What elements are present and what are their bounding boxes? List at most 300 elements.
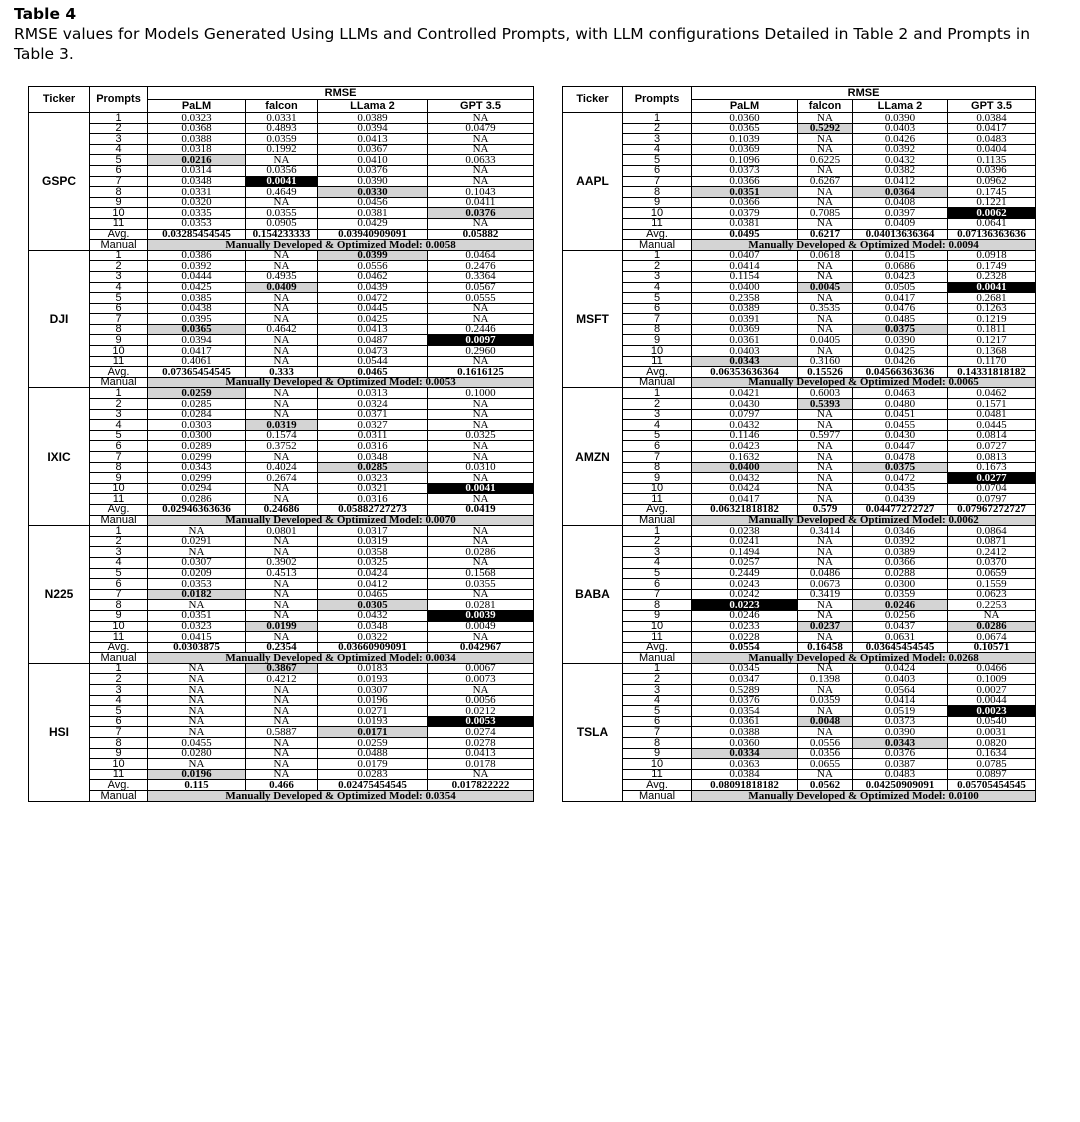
rmse-cell: 0.0631: [853, 632, 948, 643]
rmse-cell: 0.0334: [692, 748, 798, 759]
rmse-cell: 0.0556: [798, 738, 853, 749]
rmse-cell: 0.0425: [148, 282, 246, 293]
table-row: [29, 165, 534, 176]
rmse-cell: 0.0041: [246, 176, 318, 187]
table-row: [29, 123, 534, 134]
rmse-cell: 0.0373: [692, 165, 798, 176]
avg-label: Avg.: [90, 780, 148, 791]
table-row: [29, 346, 534, 357]
prompt-cell: 3: [623, 409, 692, 420]
avg-cell: 0.04566363636: [853, 367, 948, 378]
rmse-cell: 0.1568: [428, 568, 534, 579]
ticker-header: Ticker: [29, 87, 90, 113]
rmse-cell: 0.0348: [148, 176, 246, 187]
rmse-cell: 0.0285: [318, 462, 428, 473]
avg-cell: 0.06353636364: [692, 367, 798, 378]
table-row: [29, 738, 534, 749]
rmse-cell: 0.0049: [428, 621, 534, 632]
rmse-cell: 0.0505: [853, 282, 948, 293]
rmse-cell: 0.0242: [692, 589, 798, 600]
rmse-cell: NA: [148, 674, 246, 685]
rmse-cell: 0.0319: [318, 536, 428, 547]
prompts-header: Prompts: [90, 87, 148, 113]
prompt-cell: 2: [623, 674, 692, 685]
table-row: [29, 716, 534, 727]
rmse-cell: NA: [246, 155, 318, 166]
avg-row: [29, 504, 534, 515]
rmse-cell: 0.0045: [798, 282, 853, 293]
rmse-cell: 0.0439: [853, 494, 948, 505]
table-row: [563, 526, 1036, 537]
rmse-cell: 0.6225: [798, 155, 853, 166]
table-row: [563, 303, 1036, 314]
avg-cell: 0.1616125: [428, 367, 534, 378]
rmse-cell: NA: [428, 494, 534, 505]
prompt-cell: 9: [90, 748, 148, 759]
prompt-cell: 5: [623, 706, 692, 717]
avg-label: Avg.: [623, 229, 692, 240]
rmse-cell: 0.0564: [853, 685, 948, 696]
model-header: GPT 3.5: [428, 100, 534, 113]
prompt-cell: 10: [90, 483, 148, 494]
prompt-cell: 8: [623, 462, 692, 473]
rmse-cell: 0.0814: [948, 430, 1036, 441]
table-row: [563, 759, 1036, 770]
rmse-cell: 0.0400: [692, 462, 798, 473]
table-row: [29, 494, 534, 505]
rmse-cell: 0.0476: [853, 303, 948, 314]
rmse-cell: 0.0400: [692, 282, 798, 293]
table-row: [563, 663, 1036, 674]
prompt-cell: 7: [90, 452, 148, 463]
rmse-cell: 0.0246: [692, 610, 798, 621]
rmse-cell: 0.0390: [318, 176, 428, 187]
table-row: [29, 568, 534, 579]
rmse-cell: NA: [798, 600, 853, 611]
rmse-cell: 0.0472: [318, 293, 428, 304]
rmse-cell: 0.0384: [948, 113, 1036, 124]
rmse-cell: 0.0371: [318, 409, 428, 420]
rmse-cell: 0.0392: [148, 261, 246, 272]
avg-cell: 0.115: [148, 780, 246, 791]
table-row: [563, 430, 1036, 441]
rmse-cell: 0.0727: [948, 441, 1036, 452]
prompt-cell: 8: [623, 324, 692, 335]
rmse-cell: 0.0473: [318, 346, 428, 357]
prompt-cell: 4: [90, 144, 148, 155]
rmse-cell: 0.0355: [246, 208, 318, 219]
table-row: [563, 314, 1036, 325]
rmse-cell: 0.0918: [948, 250, 1036, 261]
rmse-cell: 0.0415: [853, 250, 948, 261]
rmse-cell: NA: [246, 738, 318, 749]
prompt-cell: 11: [90, 356, 148, 367]
prompt-cell: 1: [623, 250, 692, 261]
table-row: [563, 218, 1036, 229]
rmse-cell: NA: [246, 314, 318, 325]
rmse-cell: 0.0283: [318, 769, 428, 780]
prompt-cell: 10: [90, 346, 148, 357]
rmse-cell: 0.0360: [692, 738, 798, 749]
prompt-cell: 4: [90, 557, 148, 568]
rmse-cell: 0.1749: [948, 261, 1036, 272]
avg-cell: 0.05882: [428, 229, 534, 240]
rmse-cell: NA: [246, 685, 318, 696]
rmse-table-right: [562, 86, 1036, 802]
rmse-cell: 0.0397: [853, 208, 948, 219]
rmse-cell: 0.0307: [318, 685, 428, 696]
prompt-cell: 9: [623, 748, 692, 759]
table-row: [29, 589, 534, 600]
rmse-cell: NA: [948, 610, 1036, 621]
rmse-cell: 0.0062: [948, 208, 1036, 219]
rmse-cell: 0.0348: [318, 621, 428, 632]
prompt-cell: 1: [623, 526, 692, 537]
avg-label: Avg.: [623, 642, 692, 653]
rmse-cell: 0.1368: [948, 346, 1036, 357]
avg-cell: 0.08091818182: [692, 780, 798, 791]
rmse-cell: 0.0463: [853, 388, 948, 399]
rmse-cell: 0.1000: [428, 388, 534, 399]
table-row: [29, 547, 534, 558]
table-row: [29, 324, 534, 335]
prompt-cell: 1: [623, 388, 692, 399]
rmse-cell: 0.0673: [798, 579, 853, 590]
rmse-cell: NA: [428, 144, 534, 155]
ticker-cell: AAPL: [563, 113, 623, 251]
rmse-cell: 0.0343: [853, 738, 948, 749]
table-row: [563, 134, 1036, 145]
rmse-cell: 0.0305: [318, 600, 428, 611]
manual-model-text: Manually Developed & Optimized Model: 0.0354: [148, 791, 534, 802]
rmse-cell: NA: [428, 452, 534, 463]
avg-cell: 0.04013636364: [853, 229, 948, 240]
rmse-cell: NA: [798, 769, 853, 780]
ticker-cell: MSFT: [563, 250, 623, 388]
rmse-cell: 0.3867: [246, 663, 318, 674]
table-row: [563, 695, 1036, 706]
rmse-cell: 0.0395: [148, 314, 246, 325]
table-row: [29, 430, 534, 441]
prompt-cell: 3: [623, 685, 692, 696]
table-row: [563, 748, 1036, 759]
rmse-cell: 0.3902: [246, 557, 318, 568]
prompt-cell: 7: [623, 176, 692, 187]
prompt-cell: 9: [90, 610, 148, 621]
rmse-cell: 0.0481: [948, 409, 1036, 420]
table-row: [563, 494, 1036, 505]
table-row: [29, 271, 534, 282]
rmse-cell: 0.0430: [692, 399, 798, 410]
prompt-cell: 4: [623, 420, 692, 431]
rmse-cell: NA: [246, 706, 318, 717]
prompt-cell: 3: [90, 547, 148, 558]
prompt-cell: 4: [623, 144, 692, 155]
table-row: [563, 420, 1036, 431]
rmse-cell: 0.1745: [948, 187, 1036, 198]
rmse-cell: 0.0376: [692, 695, 798, 706]
rmse-cell: NA: [798, 314, 853, 325]
prompt-cell: 3: [90, 134, 148, 145]
prompt-cell: 5: [623, 430, 692, 441]
rmse-cell: 0.4893: [246, 123, 318, 134]
rmse-cell: 0.0424: [692, 483, 798, 494]
rmse-cell: 0.4642: [246, 324, 318, 335]
rmse-cell: 0.0277: [948, 473, 1036, 484]
avg-cell: 0.15526: [798, 367, 853, 378]
table-row: [29, 579, 534, 590]
rmse-cell: 0.0216: [148, 155, 246, 166]
rmse-cell: 0.0320: [148, 197, 246, 208]
rmse-cell: NA: [428, 589, 534, 600]
rmse-cell: 0.0039: [428, 610, 534, 621]
rmse-cell: 0.0633: [428, 155, 534, 166]
rmse-cell: 0.0259: [318, 738, 428, 749]
model-header: GPT 3.5: [948, 100, 1036, 113]
rmse-cell: 0.0171: [318, 727, 428, 738]
rmse-cell: 0.0618: [798, 250, 853, 261]
rmse-cell: 0.0310: [428, 462, 534, 473]
rmse-cell: NA: [798, 685, 853, 696]
rmse-cell: 0.0183: [318, 663, 428, 674]
rmse-cell: 0.1559: [948, 579, 1036, 590]
rmse-cell: 0.0027: [948, 685, 1036, 696]
rmse-cell: NA: [246, 452, 318, 463]
manual-label: Manual: [623, 377, 692, 388]
rmse-cell: 0.0641: [948, 218, 1036, 229]
prompt-cell: 11: [90, 769, 148, 780]
rmse-cell: 0.0864: [948, 526, 1036, 537]
rmse-cell: 0.0389: [853, 547, 948, 558]
rmse-cell: 0.0390: [853, 113, 948, 124]
rmse-cell: NA: [798, 409, 853, 420]
table-row: [563, 589, 1036, 600]
avg-cell: 0.017822222: [428, 780, 534, 791]
rmse-cell: NA: [798, 632, 853, 643]
rmse-cell: 0.0801: [246, 526, 318, 537]
rmse-cell: 0.0480: [853, 399, 948, 410]
rmse-cell: NA: [148, 695, 246, 706]
table-row: [563, 483, 1036, 494]
rmse-cell: 0.2681: [948, 293, 1036, 304]
prompt-cell: 6: [90, 303, 148, 314]
rmse-cell: 0.1135: [948, 155, 1036, 166]
rmse-cell: 0.0053: [428, 716, 534, 727]
rmse-cell: NA: [428, 356, 534, 367]
manual-label: Manual: [623, 791, 692, 802]
prompt-cell: 6: [90, 441, 148, 452]
rmse-cell: 0.3414: [798, 526, 853, 537]
rmse-cell: 0.0425: [318, 314, 428, 325]
model-header: falcon: [798, 100, 853, 113]
rmse-cell: 0.5393: [798, 399, 853, 410]
avg-row: [29, 780, 534, 791]
avg-cell: 0.2354: [246, 642, 318, 653]
rmse-cell: 0.0314: [148, 165, 246, 176]
rmse-cell: 0.0466: [948, 663, 1036, 674]
prompt-cell: 1: [90, 113, 148, 124]
rmse-cell: 0.1146: [692, 430, 798, 441]
model-header: LLama 2: [318, 100, 428, 113]
prompt-cell: 1: [90, 663, 148, 674]
rmse-cell: 0.3160: [798, 356, 853, 367]
avg-cell: 0.24686: [246, 504, 318, 515]
rmse-cell: 0.0375: [853, 324, 948, 335]
rmse-cell: 0.0567: [428, 282, 534, 293]
prompt-cell: 6: [623, 579, 692, 590]
rmse-cell: 0.0286: [948, 621, 1036, 632]
table-row: [29, 250, 534, 261]
rmse-cell: 0.0439: [318, 282, 428, 293]
prompts-header: Prompts: [623, 87, 692, 113]
prompt-cell: 4: [90, 420, 148, 431]
table-row: [29, 748, 534, 759]
header-row: [29, 87, 534, 100]
table-row: [563, 621, 1036, 632]
rmse-cell: 0.0447: [853, 441, 948, 452]
prompt-cell: 6: [90, 165, 148, 176]
rmse-cell: 0.0410: [318, 155, 428, 166]
rmse-cell: 0.2449: [692, 568, 798, 579]
prompt-cell: 7: [623, 314, 692, 325]
rmse-cell: NA: [246, 759, 318, 770]
ticker-cell: AMZN: [563, 388, 623, 526]
rmse-cell: 0.0366: [692, 176, 798, 187]
rmse-cell: 0.0386: [148, 250, 246, 261]
avg-cell: 0.333: [246, 367, 318, 378]
rmse-cell: 0.0384: [692, 769, 798, 780]
table-row: [563, 674, 1036, 685]
rmse-cell: NA: [428, 218, 534, 229]
manual-model-text: Manually Developed & Optimized Model: 0.0070: [148, 515, 534, 526]
table-row: [29, 526, 534, 537]
rmse-cell: NA: [148, 727, 246, 738]
table-row: [563, 293, 1036, 304]
table-row: [29, 388, 534, 399]
ticker-cell: IXIC: [29, 388, 90, 526]
rmse-cell: 0.7085: [798, 208, 853, 219]
table-row: [563, 547, 1036, 558]
prompt-cell: 10: [623, 346, 692, 357]
rmse-cell: NA: [798, 727, 853, 738]
rmse-cell: 0.1043: [428, 187, 534, 198]
rmse-cell: 0.0455: [148, 738, 246, 749]
prompt-cell: 1: [90, 250, 148, 261]
table-row: [563, 557, 1036, 568]
rmse-cell: 0.0674: [948, 632, 1036, 643]
rmse-cell: NA: [798, 483, 853, 494]
avg-label: Avg.: [623, 367, 692, 378]
manual-row: [29, 377, 534, 388]
rmse-cell: 0.4024: [246, 462, 318, 473]
model-header: falcon: [246, 100, 318, 113]
rmse-cell: NA: [798, 452, 853, 463]
rmse-cell: NA: [428, 113, 534, 124]
avg-cell: 0.02475454545: [318, 780, 428, 791]
rmse-cell: NA: [798, 494, 853, 505]
rmse-cell: NA: [798, 462, 853, 473]
rmse-cell: 0.0462: [948, 388, 1036, 399]
rmse-cell: NA: [798, 473, 853, 484]
rmse-cell: 0.0435: [853, 483, 948, 494]
rmse-cell: 0.0425: [853, 346, 948, 357]
rmse-cell: 0.0233: [692, 621, 798, 632]
table-row: [29, 144, 534, 155]
rmse-cell: 0.0196: [318, 695, 428, 706]
prompt-cell: 11: [623, 356, 692, 367]
rmse-cell: 0.2253: [948, 600, 1036, 611]
rmse-cell: 0.0331: [246, 113, 318, 124]
rmse-cell: 0.0412: [853, 176, 948, 187]
prompt-cell: 8: [90, 738, 148, 749]
rmse-cell: 0.0399: [318, 250, 428, 261]
rmse-cell: 0.5977: [798, 430, 853, 441]
rmse-cell: 0.0423: [853, 271, 948, 282]
rmse-cell: 0.0430: [853, 430, 948, 441]
rmse-cell: 0.0322: [318, 632, 428, 643]
rmse-cell: NA: [246, 632, 318, 643]
table-row: [29, 303, 534, 314]
rmse-cell: NA: [246, 769, 318, 780]
table-row: [563, 610, 1036, 621]
rmse-cell: 0.0424: [853, 663, 948, 674]
table-row: [29, 663, 534, 674]
rmse-cell: 0.0417: [948, 123, 1036, 134]
table-row: [29, 420, 534, 431]
table-row: [563, 716, 1036, 727]
rmse-cell: 0.0479: [428, 123, 534, 134]
manual-row: [563, 791, 1036, 802]
prompt-cell: 2: [623, 536, 692, 547]
rmse-cell: 0.0347: [692, 674, 798, 685]
rmse-cell: 0.0056: [428, 695, 534, 706]
prompt-cell: 2: [90, 261, 148, 272]
prompt-cell: 2: [623, 261, 692, 272]
rmse-cell: 0.0394: [148, 335, 246, 346]
rmse-cell: 0.0280: [148, 748, 246, 759]
rmse-cell: NA: [246, 610, 318, 621]
rmse-cell: 0.0417: [853, 293, 948, 304]
rmse-cell: 0.0237: [798, 621, 853, 632]
table-row: [29, 452, 534, 463]
rmse-cell: NA: [246, 589, 318, 600]
manual-model-text: Manually Developed & Optimized Model: 0.0062: [692, 515, 1036, 526]
rmse-header: RMSE: [692, 87, 1036, 100]
rmse-cell: NA: [246, 261, 318, 272]
table-row: [563, 271, 1036, 282]
rmse-cell: 0.0346: [853, 526, 948, 537]
prompt-cell: 2: [90, 674, 148, 685]
avg-cell: 0.02946363636: [148, 504, 246, 515]
rmse-cell: 0.0271: [318, 706, 428, 717]
avg-cell: 0.04250909091: [853, 780, 948, 791]
rmse-cell: 0.0359: [798, 695, 853, 706]
rmse-cell: 0.0044: [948, 695, 1036, 706]
prompt-cell: 2: [90, 536, 148, 547]
rmse-cell: 0.1219: [948, 314, 1036, 325]
prompt-cell: 7: [90, 589, 148, 600]
table-row: [563, 324, 1036, 335]
rmse-cell: 0.0212: [428, 706, 534, 717]
rmse-cell: 0.0041: [428, 483, 534, 494]
avg-row: [563, 780, 1036, 791]
rmse-cell: 0.0544: [318, 356, 428, 367]
rmse-cell: 0.0353: [148, 579, 246, 590]
rmse-cell: 0.0432: [318, 610, 428, 621]
rmse-cell: NA: [798, 271, 853, 282]
table-row: [29, 314, 534, 325]
prompt-cell: 5: [623, 568, 692, 579]
